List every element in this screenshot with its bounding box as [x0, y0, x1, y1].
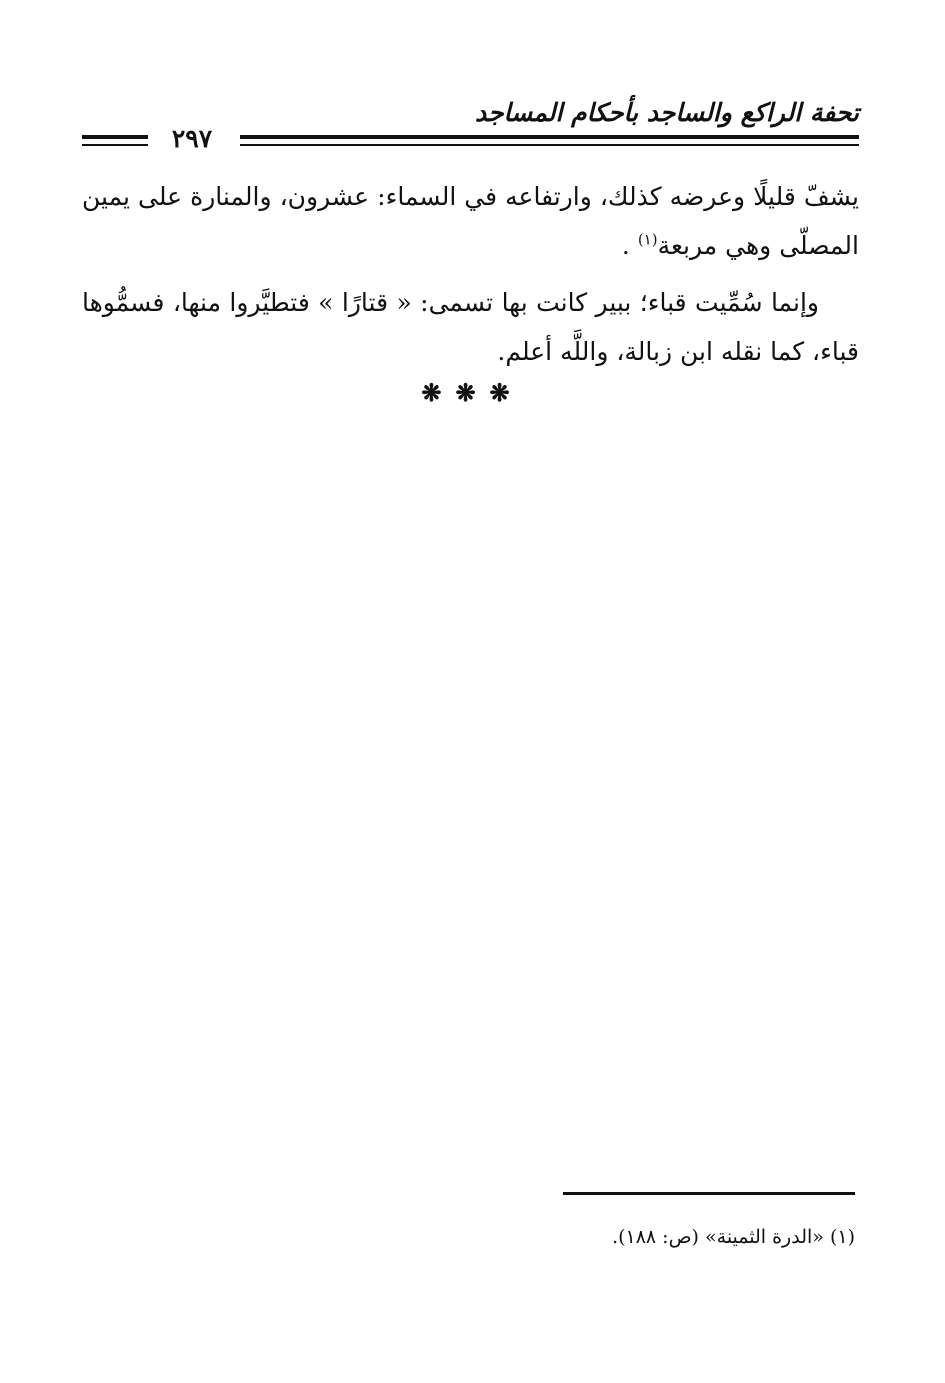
section-separator: ❋❋❋ — [421, 378, 524, 407]
paragraph-2: وإنما سُمِّيت قباء؛ ببير كانت بها تسمى: « قتارًا » فتطيَّروا منها، فسمُّوها قباء، كما نقله ابن زبالة، واللَّه أعلم. — [82, 288, 859, 366]
footnote-rule — [563, 1192, 855, 1195]
page-number: ٢٩٧ — [171, 124, 213, 153]
running-header-title: تحفة الراكع والساجد بأحكام المساجد — [474, 98, 859, 127]
paragraph-1-end: . — [621, 231, 638, 260]
footnote-1: (١) «الدرة الثمينة» (ص: ١٨٨). — [612, 1226, 855, 1248]
footnote-reference[interactable]: (١) — [637, 230, 658, 249]
header-rule-short — [82, 135, 148, 146]
paragraph-1 — [82, 172, 859, 270]
paragraph-1-text: يشفّ قليلًا وعرضه كذلك، وارتفاعه في السماء: عشرون، والمنارة على يمين المصلّى وهي مربعة — [82, 182, 859, 260]
main-text — [82, 172, 859, 384]
header-rule — [240, 135, 859, 146]
